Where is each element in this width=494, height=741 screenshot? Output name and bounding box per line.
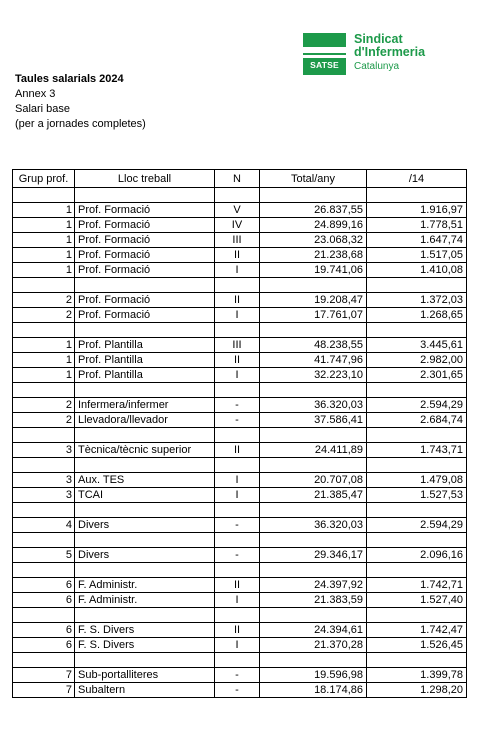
spacer-row: [13, 323, 467, 338]
cell-14: 1.742,47: [367, 623, 467, 638]
spacer-cell: [13, 563, 75, 578]
cell-lloc: F. Administr.: [75, 578, 215, 593]
cell-lloc: Prof. Plantilla: [75, 353, 215, 368]
logo-text: [354, 33, 425, 73]
spacer-cell: [215, 428, 260, 443]
cell-total: 21.370,28: [260, 638, 367, 653]
spacer-cell: [75, 653, 215, 668]
header-n: N: [215, 170, 260, 188]
cell-grup: 1: [13, 368, 75, 383]
cell-grup: 1: [13, 263, 75, 278]
table-row: [13, 638, 467, 653]
spacer-cell: [215, 383, 260, 398]
spacer-cell: [367, 383, 467, 398]
cell-n: II: [215, 353, 260, 368]
spacer-cell: [13, 653, 75, 668]
cell-total: 20.707,08: [260, 473, 367, 488]
cell-lloc: Prof. Plantilla: [75, 338, 215, 353]
spacer-cell: [75, 383, 215, 398]
spacer-cell: [13, 383, 75, 398]
spacer-cell: [367, 608, 467, 623]
spacer-cell: [75, 323, 215, 338]
cell-lloc: Divers: [75, 548, 215, 563]
spacer-cell: [367, 533, 467, 548]
cell-n: -: [215, 518, 260, 533]
cell-total: 29.346,17: [260, 548, 367, 563]
spacer-cell: [75, 608, 215, 623]
cell-total: 26.837,55: [260, 203, 367, 218]
cell-total: 21.383,59: [260, 593, 367, 608]
cell-total: 24.397,92: [260, 578, 367, 593]
cell-n: IV: [215, 218, 260, 233]
cell-14: 1.527,53: [367, 488, 467, 503]
cell-lloc: Prof. Formació: [75, 293, 215, 308]
cell-lloc: F. S. Divers: [75, 638, 215, 653]
spacer-cell: [75, 428, 215, 443]
cell-lloc: Infermera/infermer: [75, 398, 215, 413]
spacer-cell: [367, 188, 467, 203]
cell-grup: 1: [13, 248, 75, 263]
table-row: [13, 473, 467, 488]
cell-lloc: Prof. Formació: [75, 248, 215, 263]
cell-n: I: [215, 488, 260, 503]
spacer-cell: [75, 503, 215, 518]
cell-n: I: [215, 308, 260, 323]
table-row: [13, 623, 467, 638]
spacer-cell: [367, 428, 467, 443]
cell-total: 21.238,68: [260, 248, 367, 263]
spacer-cell: [75, 188, 215, 203]
logo-mark-text: SATSE: [310, 60, 339, 70]
document-title: Taules salarials 2024: [15, 73, 124, 85]
table-row: [13, 233, 467, 248]
spacer-cell: [367, 323, 467, 338]
section-note: (per a jornades completes): [15, 118, 146, 130]
spacer-cell: [260, 188, 367, 203]
cell-14: 1.778,51: [367, 218, 467, 233]
cell-grup: 6: [13, 623, 75, 638]
cell-total: 32.223,10: [260, 368, 367, 383]
cell-14: 1.479,08: [367, 473, 467, 488]
cell-14: 2.096,16: [367, 548, 467, 563]
spacer-cell: [260, 503, 367, 518]
cell-grup: 3: [13, 473, 75, 488]
table-row: [13, 578, 467, 593]
spacer-cell: [260, 458, 367, 473]
cell-grup: 1: [13, 218, 75, 233]
table-row: [13, 368, 467, 383]
cell-grup: 2: [13, 308, 75, 323]
cell-grup: 2: [13, 413, 75, 428]
cell-14: 2.684,74: [367, 413, 467, 428]
spacer-cell: [13, 188, 75, 203]
table-row: [13, 338, 467, 353]
cell-lloc: TCAI: [75, 488, 215, 503]
spacer-row: [13, 428, 467, 443]
spacer-cell: [215, 458, 260, 473]
annex-label: Annex 3: [15, 88, 56, 100]
spacer-row: [13, 383, 467, 398]
cell-lloc: Llevadora/llevador: [75, 413, 215, 428]
table-body: [13, 188, 467, 698]
table-row: [13, 683, 467, 698]
spacer-cell: [13, 323, 75, 338]
cell-n: II: [215, 443, 260, 458]
cell-n: I: [215, 593, 260, 608]
cell-n: V: [215, 203, 260, 218]
cell-total: 17.761,07: [260, 308, 367, 323]
cell-total: 36.320,03: [260, 398, 367, 413]
cell-n: I: [215, 263, 260, 278]
spacer-cell: [75, 458, 215, 473]
cell-total: 24.394,61: [260, 623, 367, 638]
cell-total: 24.411,89: [260, 443, 367, 458]
cell-n: II: [215, 293, 260, 308]
cell-total: 18.174,86: [260, 683, 367, 698]
spacer-cell: [75, 563, 215, 578]
spacer-cell: [367, 503, 467, 518]
spacer-cell: [13, 278, 75, 293]
logo-line-1: Sindicat: [354, 32, 403, 46]
table-row: [13, 203, 467, 218]
spacer-cell: [260, 383, 367, 398]
cell-grup: 2: [13, 398, 75, 413]
spacer-cell: [367, 653, 467, 668]
spacer-row: [13, 503, 467, 518]
cell-14: 1.399,78: [367, 668, 467, 683]
cell-grup: 1: [13, 233, 75, 248]
cell-n: II: [215, 578, 260, 593]
cell-n: II: [215, 623, 260, 638]
spacer-cell: [215, 278, 260, 293]
spacer-row: [13, 653, 467, 668]
cell-n: -: [215, 548, 260, 563]
header-lloc: Lloc treball: [75, 170, 215, 188]
cell-grup: 3: [13, 443, 75, 458]
cell-14: 2.301,65: [367, 368, 467, 383]
header-grup: Grup prof.: [13, 170, 75, 188]
spacer-cell: [13, 428, 75, 443]
cell-grup: 6: [13, 638, 75, 653]
cell-n: -: [215, 398, 260, 413]
cell-lloc: Divers: [75, 518, 215, 533]
spacer-cell: [260, 278, 367, 293]
cell-14: 1.268,65: [367, 308, 467, 323]
spacer-row: [13, 278, 467, 293]
cell-14: 1.298,20: [367, 683, 467, 698]
cell-n: III: [215, 233, 260, 248]
cell-grup: 1: [13, 338, 75, 353]
cell-grup: 1: [13, 353, 75, 368]
table-row: [13, 413, 467, 428]
cell-lloc: Aux. TES: [75, 473, 215, 488]
logo-line-2: d'Infermeria: [354, 45, 426, 59]
table-header-row: [13, 170, 467, 188]
cell-lloc: Subaltern: [75, 683, 215, 698]
table-row: [13, 308, 467, 323]
cell-14: 3.445,61: [367, 338, 467, 353]
cell-grup: 3: [13, 488, 75, 503]
spacer-row: [13, 563, 467, 578]
cell-14: 1.743,71: [367, 443, 467, 458]
cell-14: 2.594,29: [367, 518, 467, 533]
cell-lloc: Prof. Plantilla: [75, 368, 215, 383]
cell-total: 48.238,55: [260, 338, 367, 353]
logo-line-3: Catalunya: [354, 61, 400, 72]
cell-grup: 7: [13, 668, 75, 683]
spacer-cell: [367, 278, 467, 293]
spacer-row: [13, 188, 467, 203]
cell-lloc: Prof. Formació: [75, 308, 215, 323]
spacer-cell: [13, 503, 75, 518]
cell-total: 24.899,16: [260, 218, 367, 233]
cell-total: 19.596,98: [260, 668, 367, 683]
cell-n: I: [215, 368, 260, 383]
table-row: [13, 443, 467, 458]
cell-14: 1.742,71: [367, 578, 467, 593]
cell-14: 1.372,03: [367, 293, 467, 308]
document-heading: [15, 72, 146, 132]
cell-lloc: F. Administr.: [75, 593, 215, 608]
cell-14: 1.517,05: [367, 248, 467, 263]
cell-lloc: Tècnica/tècnic superior: [75, 443, 215, 458]
table-row: [13, 293, 467, 308]
table-row: [13, 353, 467, 368]
spacer-cell: [260, 323, 367, 338]
spacer-cell: [260, 608, 367, 623]
spacer-row: [13, 608, 467, 623]
table-row: [13, 248, 467, 263]
spacer-cell: [260, 563, 367, 578]
table-row: [13, 488, 467, 503]
spacer-cell: [13, 458, 75, 473]
cell-n: -: [215, 413, 260, 428]
spacer-cell: [367, 563, 467, 578]
cell-n: -: [215, 683, 260, 698]
cell-lloc: Prof. Formació: [75, 203, 215, 218]
cell-14: 1.410,08: [367, 263, 467, 278]
cell-grup: 7: [13, 683, 75, 698]
header-14: /14: [367, 170, 467, 188]
cell-total: 19.741,06: [260, 263, 367, 278]
salary-table: [12, 169, 467, 698]
cell-14: 2.982,00: [367, 353, 467, 368]
table-row: [13, 518, 467, 533]
spacer-cell: [260, 653, 367, 668]
cell-n: -: [215, 668, 260, 683]
cell-total: 37.586,41: [260, 413, 367, 428]
satse-logo-mark: [303, 33, 346, 75]
spacer-cell: [215, 653, 260, 668]
section-label: Salari base: [15, 103, 71, 115]
cell-lloc: Prof. Formació: [75, 218, 215, 233]
cell-grup: 6: [13, 593, 75, 608]
cell-lloc: Prof. Formació: [75, 263, 215, 278]
cell-lloc: Sub-portalliteres: [75, 668, 215, 683]
cell-14: 2.594,29: [367, 398, 467, 413]
cell-14: 1.647,74: [367, 233, 467, 248]
cell-total: 23.068,32: [260, 233, 367, 248]
table-row: [13, 593, 467, 608]
header-total: Total/any: [260, 170, 367, 188]
cell-grup: 6: [13, 578, 75, 593]
spacer-cell: [215, 533, 260, 548]
cell-lloc: F. S. Divers: [75, 623, 215, 638]
cell-n: I: [215, 638, 260, 653]
satse-logo: [303, 33, 425, 75]
cell-n: I: [215, 473, 260, 488]
spacer-cell: [260, 428, 367, 443]
cell-grup: 2: [13, 293, 75, 308]
cell-14: 1.526,45: [367, 638, 467, 653]
spacer-cell: [13, 608, 75, 623]
cell-grup: 1: [13, 203, 75, 218]
spacer-cell: [215, 503, 260, 518]
cell-n: II: [215, 248, 260, 263]
spacer-cell: [260, 533, 367, 548]
spacer-row: [13, 533, 467, 548]
table-row: [13, 548, 467, 563]
cell-lloc: Prof. Formació: [75, 233, 215, 248]
spacer-cell: [215, 323, 260, 338]
cell-14: 1.527,40: [367, 593, 467, 608]
cell-total: 41.747,96: [260, 353, 367, 368]
cell-n: III: [215, 338, 260, 353]
table-row: [13, 668, 467, 683]
spacer-cell: [13, 533, 75, 548]
cell-total: 21.385,47: [260, 488, 367, 503]
cell-grup: 5: [13, 548, 75, 563]
table-row: [13, 218, 467, 233]
table-row: [13, 398, 467, 413]
cell-total: 36.320,03: [260, 518, 367, 533]
spacer-cell: [215, 563, 260, 578]
cell-total: 19.208,47: [260, 293, 367, 308]
spacer-cell: [215, 188, 260, 203]
table-row: [13, 263, 467, 278]
spacer-cell: [75, 533, 215, 548]
spacer-row: [13, 458, 467, 473]
cell-14: 1.916,97: [367, 203, 467, 218]
spacer-cell: [215, 608, 260, 623]
spacer-cell: [75, 278, 215, 293]
spacer-cell: [367, 458, 467, 473]
cell-grup: 4: [13, 518, 75, 533]
